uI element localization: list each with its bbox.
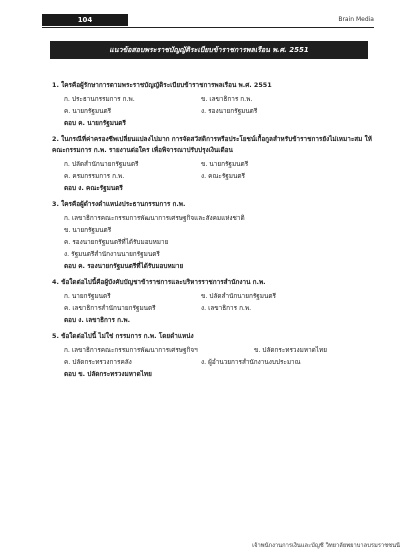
question-text: 1. ใครคือผู้รักษาการตามพระราชบัญญัติระเบียบข้าราชการพลเรือน พ.ศ. 2551 (52, 81, 272, 89)
question-text: 4. ข้อใดต่อไปนี้คือผู้บังคับบัญชาข้าราชการและบริหารราชการสำนักงาน ก.พ. (52, 278, 266, 286)
question-4 (52, 277, 382, 326)
option-a: ก. เลขาธิการคณะกรรมการพัฒนาการเศรษฐกิจฯ (64, 345, 198, 354)
question-list (52, 80, 382, 385)
option-c: ค. รองนายกรัฐมนตรีที่ได้รับมอบหมาย (64, 238, 169, 246)
option-c: ค. ปลัดกระทรวงการคลัง (64, 357, 132, 366)
question-text: 3. ใครคือผู้ดำรงตำแหน่งประธานกรรมการ ก.พ. (52, 200, 186, 208)
option-d: ง. ผู้อำนวยการสำนักงานงบประมาณ (201, 357, 301, 366)
answer: ตอบ ค. รองนายกรัฐมนตรีที่ได้รับมอบหมาย (64, 262, 184, 270)
option-d: ง. รองนายกรัฐมนตรี (201, 106, 258, 115)
answer: ตอบ ค. นายกรัฐมนตรี (64, 119, 126, 127)
option-d: ง. คณะรัฐมนตรี (201, 171, 245, 180)
option-b: ข. นายกรัฐมนตรี (64, 226, 112, 234)
page-number: 104 (42, 14, 128, 26)
question-text: 2. ในกรณีที่ค่าครองชีพเปลี่ยนแปลงไปมาก การจัดสวัสดิการหรือประโยชน์เกื้อกูลสำหรับข้าราชการยังไม่เหมาะสม ให้คณะกรรมการ ก.พ. รายงานต่อใคร เพื่อพิจารณาปรับปรุงเงินเดือน (52, 135, 372, 154)
question-text: 5. ข้อใดต่อไปนี้ ไม่ใช่ กรรมการ ก.พ. โดยตำแหน่ง (52, 332, 194, 340)
section-title: แนวข้อสอบพระราชบัญญัติระเบียบข้าราชการพลเรือน พ.ศ. 2551 (50, 41, 368, 59)
header-rule (42, 27, 374, 28)
option-c: ค. นายกรัฐมนตรี (64, 106, 112, 115)
option-a: ก. นายกรัฐมนตรี (64, 291, 111, 300)
question-5 (52, 331, 382, 380)
question-3 (52, 199, 382, 272)
option-a: ก. ประธานกรรมการ ก.พ. (64, 94, 135, 103)
option-b: ข. ปลัดสำนักนายกรัฐมนตรี (201, 291, 276, 300)
answer: ตอบ ง. คณะรัฐมนตรี (64, 184, 123, 192)
option-d: ง. เลขาธิการ ก.พ. (201, 303, 252, 312)
option-a: ก. เลขาธิการคณะกรรมการพัฒนาการเศรษฐกิจและสังคมแห่งชาติ (64, 214, 245, 222)
footer-text: เจ้าพนักงานการเงินและบัญชี วิทยาลัยพยาบาลบรมราชชนนี (252, 543, 400, 549)
publisher-name: Brain Media (338, 16, 374, 23)
option-b: ข. เลขาธิการ ก.พ. (201, 94, 253, 103)
answer: ตอบ ข. ปลัดกระทรวงมหาดไทย (64, 370, 152, 378)
option-a: ก. ปลัดสำนักนายกรัฐมนตรี (64, 159, 139, 168)
question-1 (52, 80, 382, 129)
option-d: ง. รัฐมนตรีสำนักงานนายกรัฐมนตรี (64, 250, 160, 258)
option-b: ข. ปลัดกระทรวงมหาดไทย (254, 345, 327, 354)
question-2 (52, 134, 382, 194)
answer: ตอบ ง. เลขาธิการ ก.พ. (64, 316, 131, 324)
option-b: ข. นายกรัฐมนตรี (201, 159, 249, 168)
option-c: ค. ครมกรรมการ ก.พ. (64, 171, 125, 180)
option-c: ค. เลขาธิการสำนักนายกรัฐมนตรี (64, 303, 156, 312)
